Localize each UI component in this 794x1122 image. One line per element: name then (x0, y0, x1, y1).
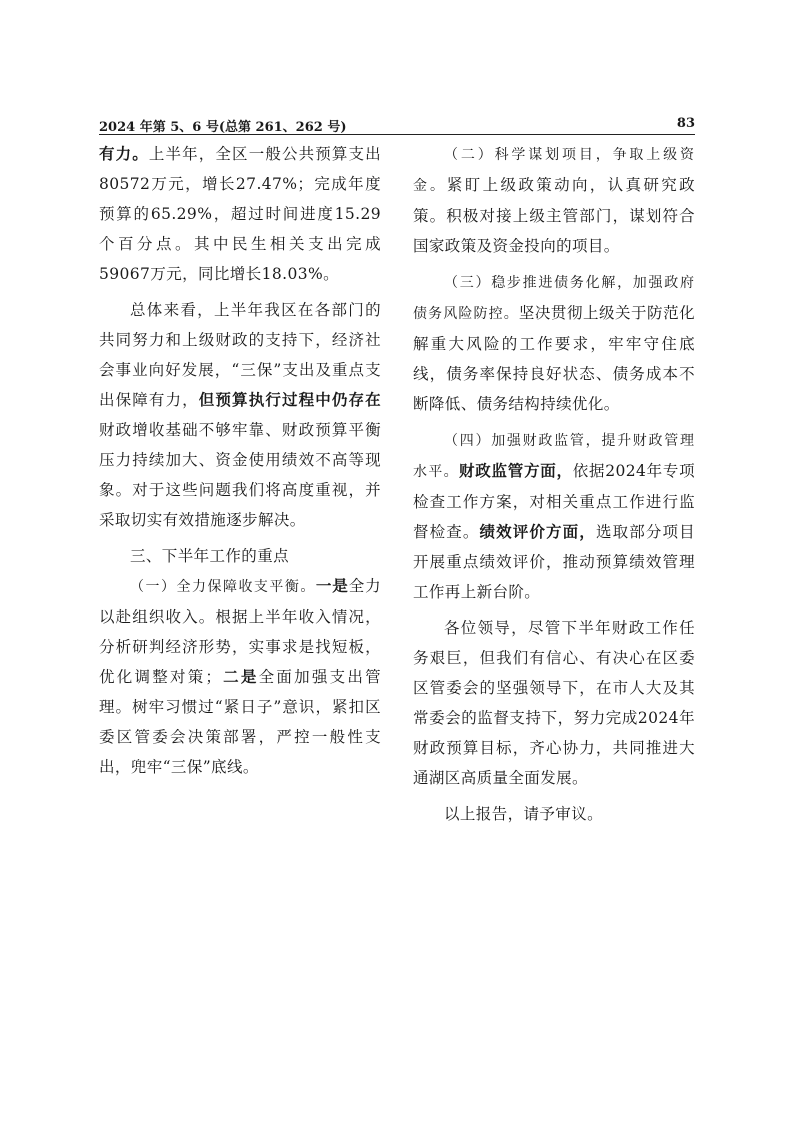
page-header (99, 114, 695, 136)
left-column (99, 139, 381, 782)
bold-phrase: 有力。 (99, 144, 149, 163)
bold-phrase: 绩效评价方面， (479, 522, 596, 541)
paragraph-text: 全面加强支出管理。树牢习惯过“紧日子”意识，紧扣区委区管委会决策部署，严控一般性支出，兜牢“三保”底线。 (99, 668, 381, 776)
paragraph-text: 总体来看，上半年我区在各部门的共同努力和上级财政的支持下，经济社会事业向好发展，“三保”支出及重点支出保障有力， (99, 301, 381, 409)
subsection-title: （四）加强财政监管，提升财政管理水平。 (413, 433, 695, 480)
right-column (413, 139, 695, 829)
paragraph (99, 295, 381, 535)
paragraph-text: 依据2024年专项检查工作方案，对相关重点工作进行监督检查。 (413, 462, 695, 541)
paragraph (99, 139, 381, 289)
closing-line: 以上报告，请予审议。 (444, 805, 604, 823)
paragraph-text: 选取部分项目开展重点绩效评价，推动预算绩效管理工作再上新台阶。 (413, 523, 696, 601)
bold-phrase: 财政监管方面， (459, 461, 573, 480)
paragraph (413, 267, 695, 419)
header-rule (99, 134, 695, 135)
paragraph-text: 紧盯上级政策动向，认真研究政策。积极对接上级主管部门，谋划符合国家政策及资金投向的项目。 (413, 176, 695, 255)
paragraph (413, 139, 695, 261)
bold-phrase: 一是 (315, 576, 349, 595)
paragraph (413, 425, 695, 607)
page-number: 83 (676, 116, 695, 131)
paragraph (99, 571, 381, 782)
bold-phrase: 二是 (221, 667, 259, 686)
section-heading: 三、下半年工作的重点 (130, 547, 290, 565)
subsection-title: （一）全力保障收支平衡。 (130, 579, 316, 595)
paragraph-text: 全力以赴组织收入。根据上半年收入情况，分析研判经济形势，实事求是找短板，优化调整对策； (99, 577, 381, 686)
bold-phrase: 但预算执行过程中仍存在 (198, 390, 382, 409)
paragraph: 各位领导，尽管下半年财政工作任务艰巨，但我们有信心、有决心在区委区管委会的坚强领导下，在市人大及其常委会的监督支持下，努力完成2024年财政预算目标，齐心协力，共同推进大通湖区高质量全面发展。 (413, 619, 695, 787)
paragraph-text: 坚决贯彻上级关于防范化解重大风险的工作要求，牢牢守住底线，债务率保持良好状态、债务成本不断降低、债务结构持续优化。 (413, 304, 696, 413)
issue-label: 2024 年第 5、6 号(总第 261、262 号) (99, 120, 347, 135)
paragraph-text: 财政增收基础不够牢靠、财政预算平衡压力持续加大、资金使用绩效不高等现象。对于这些问题我们将高度重视，并采取切实有效措施逐步解决。 (99, 421, 381, 529)
paragraph-text: 上半年，全区一般公共预算支出80572万元，增长27.47%；完成年度预算的65.29%，超过时间进度15.29个百分点。其中民生相关支出完成59067万元，同比增长18.03%。 (99, 145, 382, 283)
subsection-title: （三）稳步推进债务化解，加强政府债务风险防控。 (413, 275, 695, 322)
subsection-title: （二）科学谋划项目，争取上级资金。 (413, 147, 695, 194)
